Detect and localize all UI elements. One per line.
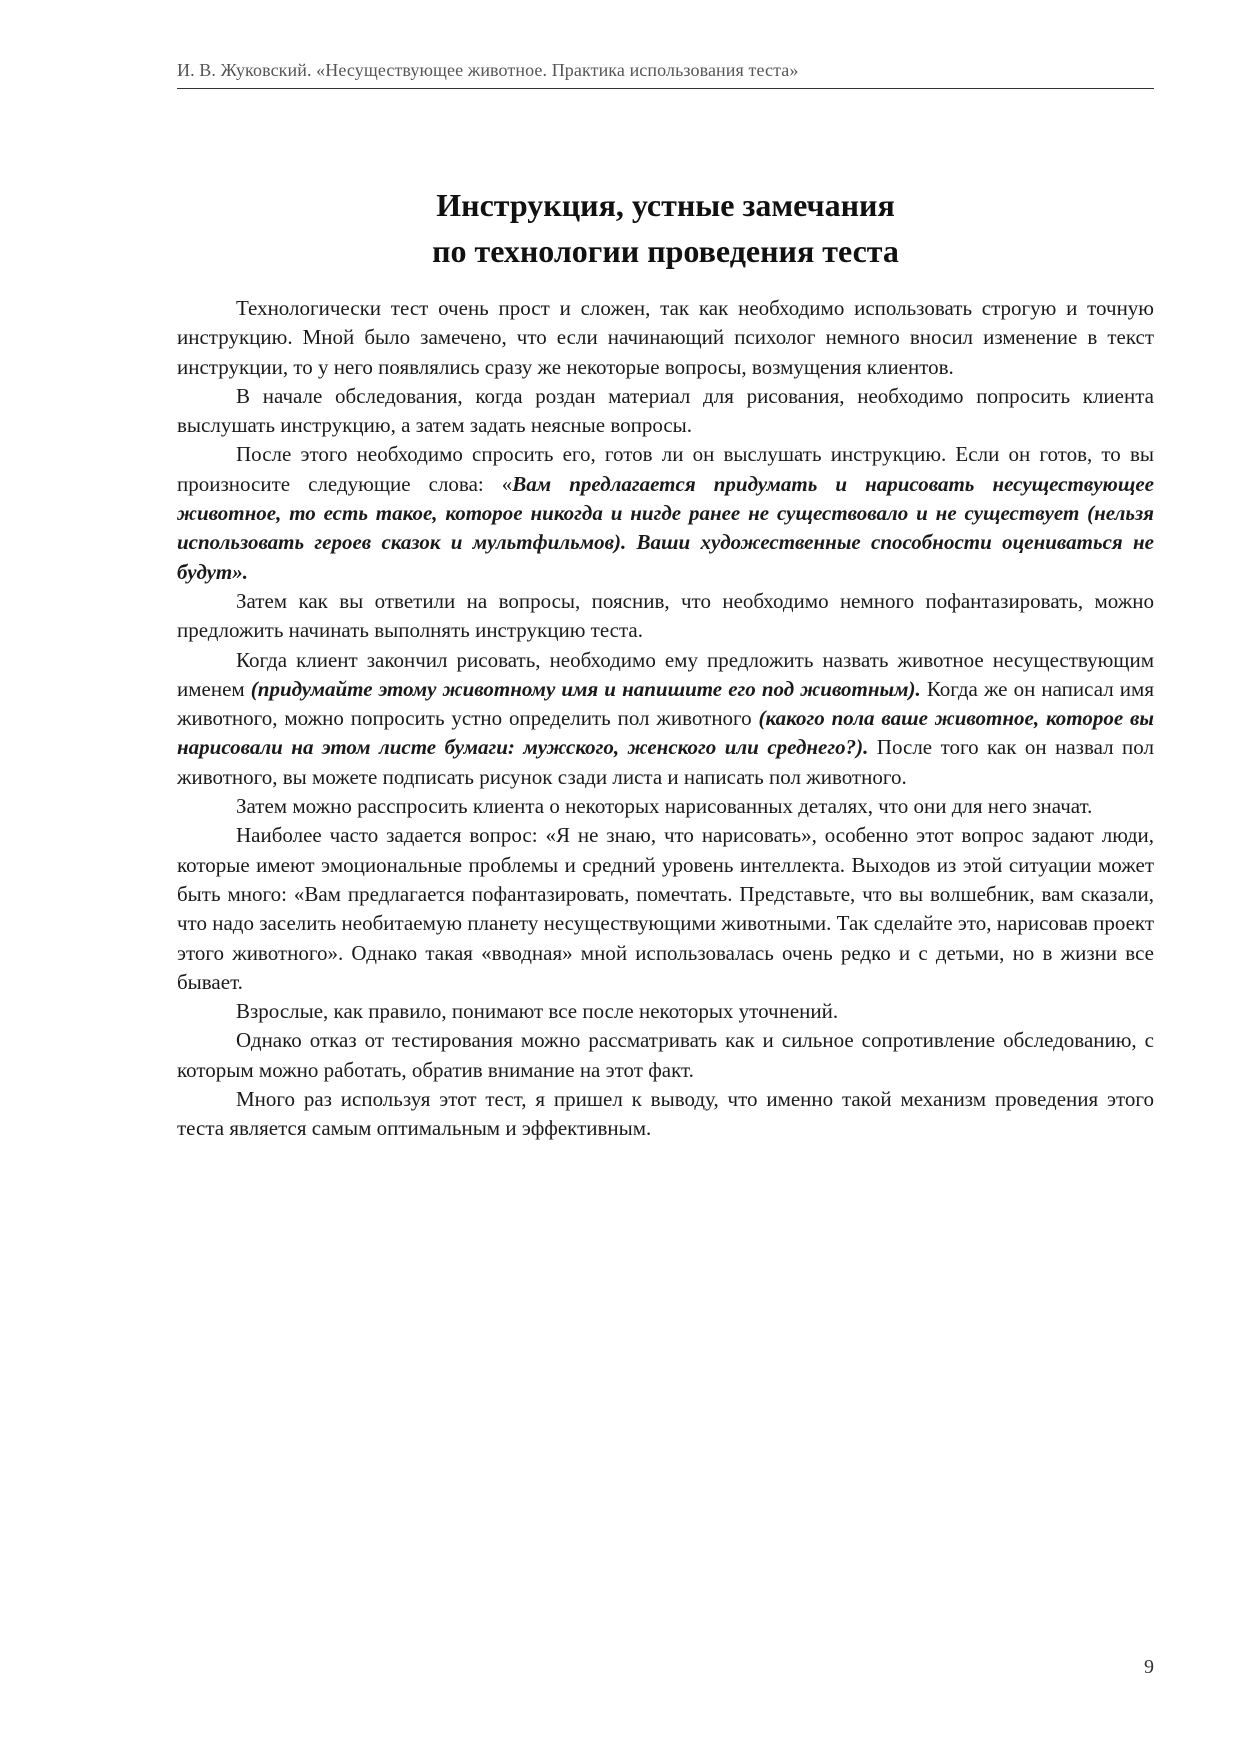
paragraph-5-text-1: Когда клиент закончил рисовать, необходимо ему предложить назвать животное несуществующим именем [177,647,1154,701]
paragraph-10: Много раз используя этот тест, я пришел к выводу, что именно такой механизм проведения этого теста является самым оптимальным и эффективным. [177,1087,1154,1141]
paragraph-6: Затем можно расспросить клиента о некоторых нарисованных деталях, что они для него значат. [236,794,1093,819]
header-divider [177,88,1154,89]
paragraph-9: Однако отказ от тестирования можно рассматривать как и сильное сопротивление обследованию, с которым можно работать, обратив внимание на этот факт. [177,1028,1154,1082]
page-title-line-2: по технологии проведения теста [432,233,899,269]
paragraph-8: Взрослые, как правило, понимают все после некоторых уточнений. [236,999,839,1024]
paragraph-3-text: После этого необходимо спросить его, готов ли он выслушать инструкцию. Если он готов, то вы произносите следующие слова: « [177,442,1154,496]
paragraph-1: Технологически тест очень прост и сложен, так как необходимо использовать строгую и точную инструкцию. Мной было замечено, что если начинающий психолог немного вносил изменение в текст инструкции, то у него появлялись сразу же некоторые вопросы, возмущения клиентов. [177,296,1154,379]
paragraph-2: В начале обследования, когда роздан материал для рисования, необходимо попросить клиента выслушать инструкцию, а затем задать неясные вопросы. [177,383,1154,438]
running-header: И. В. Жуковский. «Несуществующее животное. Практика использования теста» [177,60,799,80]
paragraph-5 [177,646,1154,792]
gender-instruction: (какого пола ваше животное, которое вы нарисовали на этом листе бумаги: мужского, женского или среднего?). [177,706,1154,760]
paragraph-5-text-2: Когда же он написал имя животного, можно попросить устно определить пол животного [177,676,1154,731]
paragraph-7: Наиболее часто задается вопрос: «Я не знаю, что нарисовать», особенно этот вопрос задают люди, которые имеют эмоциональные проблемы и средний уровень интеллекта. Выходов из этой ситуации может быть много: «Вам предлагается пофантазировать, помечтать. Представьте, что вы волшебник, вам сказали, что надо заселить необитаемую планету несуществующими животными. Так сделайте это, нарисовав проект этого животного». Однако такая «вводная» мной использовалась очень редко и с детьми, но в жизни все бывает. [177,823,1154,994]
paragraph-5-text-3: После того как он назвал пол животного, вы можете подписать рисунок сзади листа и написать пол животного. [177,735,1154,789]
page-title [177,182,1154,274]
page-title-line-1: Инструкция, устные замечания [436,187,895,223]
paragraph-3 [177,440,1154,586]
paragraph-4: Затем как вы ответили на вопросы, пояснив, что необходимо немного пофантазировать, можно предложить начинать выполнять инструкцию теста. [177,588,1154,643]
instruction-quote: Вам предлагается придумать и нарисовать несуществующее животное, то есть такое, которое никогда и нигде ранее не существовало и не существует (нельзя использовать героев сказок и мультфильмов). Ваши художественные способности оцениваться не будут». [177,471,1155,584]
body-text [177,294,1154,1144]
name-instruction: (придумайте этому животному имя и напишите его под животным). [250,676,921,701]
page-number: 9 [1144,1656,1154,1678]
